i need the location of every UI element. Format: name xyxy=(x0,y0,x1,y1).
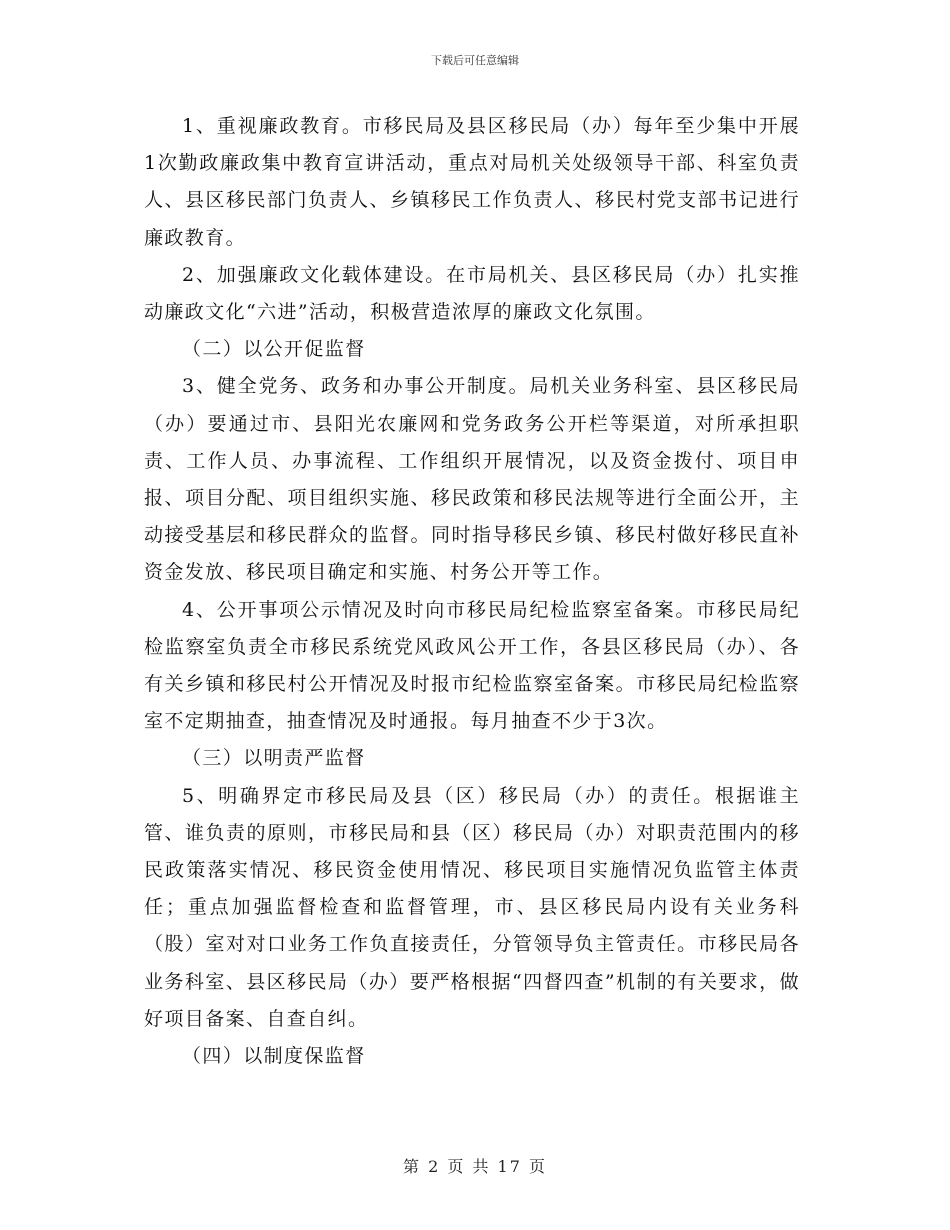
section-heading-2: （二）以公开促监督 xyxy=(182,338,366,361)
document-body xyxy=(144,108,800,1075)
section-heading-3: （三）以明责严监督 xyxy=(182,747,366,770)
paragraph-4: 4、公开事项公示情况及时向市移民局纪检监察室备案。市移民局纪检监察室负责全市移民系统党风政风公开工作，各县区移民局（办）、各有关乡镇和移民村公开情况及时报市纪检监察室备案。市移民局纪检监察室不定期抽查，抽查情况及时通报。每月抽查不少于3次。 xyxy=(144,598,800,733)
paragraph-3: 3、健全党务、政务和办事公开制度。局机关业务科室、县区移民局（办）要通过市、县阳光农廉网和党务政务公开栏等渠道，对所承担职责、工作人员、办事流程、工作组织开展情况，以及资金拨付、项目申报、项目分配、项目组织实施、移民政策和移民法规等进行全面公开，主动接受基层和移民群众的监督。同时指导移民乡镇、移民村做好移民直补资金发放、移民项目确定和实施、村务公开等工作。 xyxy=(144,375,800,584)
paragraph-5: 5、明确界定市移民局及县（区）移民局（办）的责任。根据谁主管、谁负责的原则，市移民局和县（区）移民局（办）对职责范围内的移民政策落实情况、移民资金使用情况、移民项目实施情况负监管主体责任；重点加强监督检查和监督管理，市、县区移民局内设有关业务科（股）室对对口业务工作负直接责任，分管领导负主管责任。市移民局各业务科室、县区移民局（办）要严格根据“四督四查”机制的有关要求，做好项目备案、自查自纠。 xyxy=(144,784,800,1030)
paragraph-2: 2、加强廉政文化载体建设。在市局机关、县区移民局（办）扎实推动廉政文化“六进”活动，积极营造浓厚的廉政文化氛围。 xyxy=(144,263,800,324)
paragraph-1: 1、重视廉政教育。市移民局及县区移民局（办）每年至少集中开展1次勤政廉政集中教育宣讲活动，重点对局机关处级领导干部、科室负责人、县区移民部门负责人、乡镇移民工作负责人、移民村党支部书记进行廉政教育。 xyxy=(144,115,800,249)
section-heading-4: （四）以制度保监督 xyxy=(182,1045,366,1068)
page-header: 下载后可任意编辑 xyxy=(431,54,519,67)
page-footer: 第 2 页 共 17 页 xyxy=(403,1157,547,1176)
